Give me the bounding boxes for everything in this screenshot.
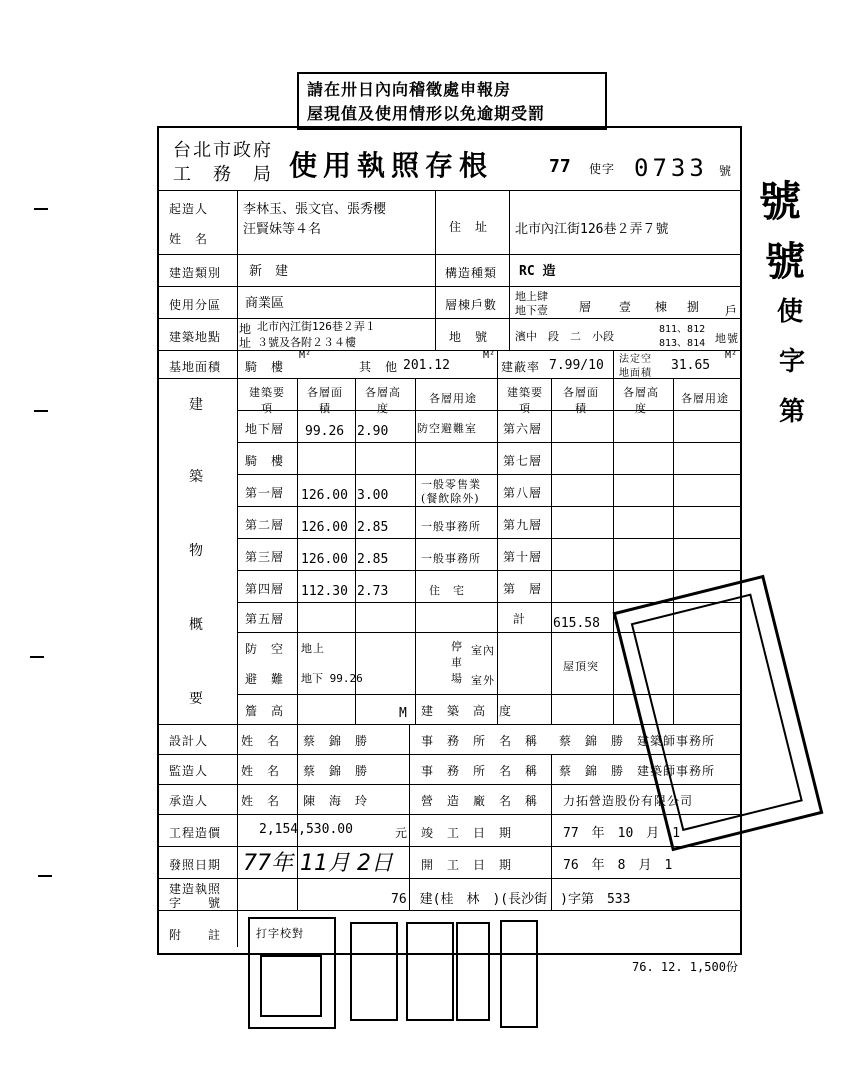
lot-suffix: 地號	[715, 332, 739, 345]
coverage-value: 7.99/10	[549, 358, 604, 373]
margin-mark	[30, 656, 44, 658]
total-label: 計	[513, 612, 527, 626]
side-label-2: 築	[189, 469, 204, 485]
builder-office-label: 營 造 廠 名 稱	[421, 794, 539, 808]
floor-left-height: 2.73	[357, 584, 389, 599]
side-text-1: 使	[776, 297, 803, 327]
floor-left-height: 3.00	[357, 488, 389, 503]
floor-left-area: 126.00	[301, 488, 348, 503]
eaves-label: 簷 高	[245, 704, 285, 718]
form-title: 使用執照存根	[289, 149, 494, 182]
signature-stamp-3	[456, 922, 490, 1021]
floor-left-area: 99.26	[305, 424, 345, 439]
site-line-2: ３號及各附２３４樓	[257, 336, 356, 349]
zoning-value: 商業區	[245, 296, 285, 311]
supervisor-label: 監造人	[169, 764, 209, 778]
shelter-below: 地下 99.26	[301, 672, 363, 685]
arcade-unit: M²	[299, 350, 312, 361]
signature-stamp-2	[406, 922, 454, 1021]
floor-left-name: 第三層	[245, 550, 285, 564]
other-unit: M²	[483, 350, 496, 361]
structure-value: RC 造	[519, 264, 556, 279]
floor-right-name: 第 層	[503, 582, 543, 596]
other-label: 其 他	[359, 360, 399, 374]
done-date: 77 年 10 月 1	[563, 826, 681, 841]
seal-box	[260, 955, 322, 1017]
building-height-label: 建 築 高 度	[421, 704, 513, 718]
permit-label-1: 建造執照	[169, 882, 222, 896]
base-area-label: 基地面積	[169, 360, 222, 374]
floor-left-name: 第二層	[245, 518, 285, 532]
side-text-2: 字	[778, 347, 805, 377]
floor-left-area: 126.00	[301, 552, 348, 567]
permit-prefix: 使字	[589, 162, 616, 176]
head-height-right: 各層高度	[623, 386, 659, 415]
legal-area: 31.65	[671, 358, 711, 373]
legal-unit: M²	[725, 350, 738, 361]
lot-label: 地 號	[449, 330, 489, 344]
head-use-right: 各層用途	[681, 392, 729, 405]
floor-left-name: 第五層	[245, 612, 285, 626]
supervisor-office-label: 事 務 所 名 稱	[421, 764, 539, 778]
designer-name: 蔡 錦 勝	[303, 734, 369, 748]
supervisor-name: 蔡 錦 勝	[303, 764, 369, 778]
side-label-3: 物	[189, 543, 204, 559]
side-stamp-2: 號	[765, 238, 805, 285]
structure-label: 構造種類	[445, 266, 498, 280]
floor-right-name: 第八層	[503, 486, 543, 500]
shelter-above: 地上	[301, 642, 325, 655]
zoning-label: 使用分區	[169, 298, 222, 312]
notice-box	[297, 72, 607, 130]
floor-left-use-2: (餐飲除外)	[421, 492, 480, 505]
shelter-label-2: 避 難	[245, 672, 285, 686]
side-label-1: 建	[189, 397, 204, 413]
designer-office-label: 事 務 所 名 稱	[421, 734, 539, 748]
permit-number: 0733	[634, 154, 708, 182]
head-use-left: 各層用途	[429, 392, 477, 405]
floor-left-area: 112.30	[301, 584, 348, 599]
head-area-left: 各層面積	[307, 386, 343, 415]
permit-suffix: 號	[719, 164, 733, 178]
unit-count: 捌	[687, 300, 701, 314]
floor-left-name: 第一層	[245, 486, 285, 500]
cost-unit: 元	[395, 826, 409, 840]
note-label: 附 註	[169, 928, 222, 942]
arcade-label: 騎 樓	[245, 360, 285, 374]
floor-left-use: 一般事務所	[421, 552, 481, 565]
lot-numbers-1: 811、812	[659, 324, 706, 335]
address-value: 北市內江街126巷２弄７號	[515, 222, 669, 237]
supervisor-name-label: 姓 名	[241, 764, 281, 778]
floor-left-name: 地下層	[245, 422, 285, 436]
building-count: 壹	[619, 300, 633, 314]
signature-stamp-4	[500, 920, 538, 1028]
floor-left-use: 一般零售業	[421, 478, 481, 491]
site-di: 地	[239, 322, 253, 336]
legal-label-2: 地面積	[619, 368, 652, 379]
floor-left-height: 2.85	[357, 552, 389, 567]
floors-label: 層棟戶數	[445, 298, 498, 312]
floor-left-height: 2.85	[357, 520, 389, 535]
applicant-line-2: 汪賢妹等４名	[243, 222, 322, 237]
builder-office: 力拓營造股份有限公司	[563, 794, 694, 808]
start-label: 開 工 日 期	[421, 858, 513, 872]
floors-above: 地上肆	[515, 290, 548, 303]
margin-mark	[34, 410, 48, 412]
site-zhi: 址	[239, 336, 253, 350]
side-stamp-top: 號	[758, 177, 801, 226]
legal-label-1: 法定空	[619, 354, 652, 365]
bureau-name: 工 務 局	[173, 164, 273, 185]
category-label: 建造類別	[169, 266, 222, 280]
side-text-3: 第	[778, 397, 805, 427]
site-label: 建築地點	[169, 330, 222, 344]
floor-unit: 層	[579, 300, 593, 314]
lot-numbers-2: 813、814	[659, 338, 706, 349]
designer-office: 蔡 錦 勝 建築師事務所	[559, 734, 716, 748]
roof-label: 屋頂突	[563, 660, 599, 673]
done-label: 竣 工 日 期	[421, 826, 513, 840]
floor-right-name: 第九層	[503, 518, 543, 532]
address-label: 住 址	[449, 220, 489, 234]
floor-left-name: 第四層	[245, 582, 285, 596]
head-height-left: 各層高度	[365, 386, 401, 415]
signature-stamp-1	[350, 922, 398, 1021]
floor-right-name: 第七層	[503, 454, 543, 468]
issue-date: 77年 11月 2日	[243, 851, 393, 876]
margin-mark	[34, 208, 48, 210]
building-unit: 棟	[655, 300, 669, 314]
permit-value: 76 建(桂 林 )(長沙街 )字第 533	[391, 892, 631, 907]
floor-right-name: 第十層	[503, 550, 543, 564]
designer-name-label: 姓 名	[241, 734, 281, 748]
side-label-4: 概	[189, 617, 204, 633]
print-count: 76. 12. 1,500份	[632, 960, 738, 974]
head-item-right: 建築要項	[507, 386, 543, 415]
designer-label: 設計人	[169, 734, 209, 748]
floor-left-area: 126.00	[301, 520, 348, 535]
permit-form	[157, 126, 742, 955]
floor-left-use: 住 宅	[429, 584, 465, 597]
permit-label-2: 字 號	[169, 896, 222, 910]
parking-indoor: 室內	[471, 644, 495, 657]
category-value: 新 建	[249, 264, 289, 279]
notice-line-1: 請在卅日內向稽徵處申報房	[307, 80, 512, 99]
year: 77	[549, 156, 571, 177]
other-area: 201.12	[403, 358, 450, 373]
start-date: 76 年 8 月 1	[563, 858, 673, 873]
floor-left-height: 2.90	[357, 424, 389, 439]
parking-label: 停車場	[451, 640, 463, 685]
margin-mark	[38, 875, 52, 877]
side-label-5: 要	[189, 691, 204, 707]
builder-label: 承造人	[169, 794, 209, 808]
floor-right-name: 第六層	[503, 422, 543, 436]
builder-name-label: 姓 名	[241, 794, 281, 808]
floor-left-use: 防空避難室	[417, 422, 477, 435]
proofread-label: 打字校對	[256, 927, 304, 940]
head-area-right: 各層面積	[563, 386, 599, 415]
cost-label: 工程造價	[169, 826, 222, 840]
eaves-unit: M	[399, 706, 407, 721]
gov-name: 台北市政府	[173, 140, 273, 161]
applicant-line-1: 李林玉、張文官、張秀櫻	[243, 202, 387, 217]
floors-below: 地下壹	[515, 304, 548, 317]
proofread-stamp	[248, 917, 336, 1029]
floor-left-name: 騎 樓	[245, 454, 285, 468]
coverage-label: 建蔽率	[501, 360, 541, 374]
lot-section: 濱中 段 二 小段	[515, 330, 614, 343]
builder-name: 陳 海 玲	[303, 794, 369, 808]
site-line-1: 北市內江街126巷２弄１	[257, 320, 376, 333]
floor-left-use: 一般事務所	[421, 520, 481, 533]
applicant-label-2: 姓 名	[169, 232, 209, 246]
head-item-left: 建築要項	[249, 386, 285, 415]
total-area: 615.58	[553, 616, 600, 631]
shelter-label-1: 防 空	[245, 642, 285, 656]
cost-value: 2,154,530.00	[259, 822, 353, 837]
notice-line-2: 屋現值及使用情形以免逾期受罰	[307, 104, 546, 123]
issue-label: 發照日期	[169, 858, 222, 872]
supervisor-office: 蔡 錦 勝 建築師事務所	[559, 764, 716, 778]
unit-suffix: 戶	[725, 304, 739, 318]
parking-outdoor: 室外	[471, 674, 495, 687]
applicant-label-1: 起造人	[169, 202, 209, 216]
